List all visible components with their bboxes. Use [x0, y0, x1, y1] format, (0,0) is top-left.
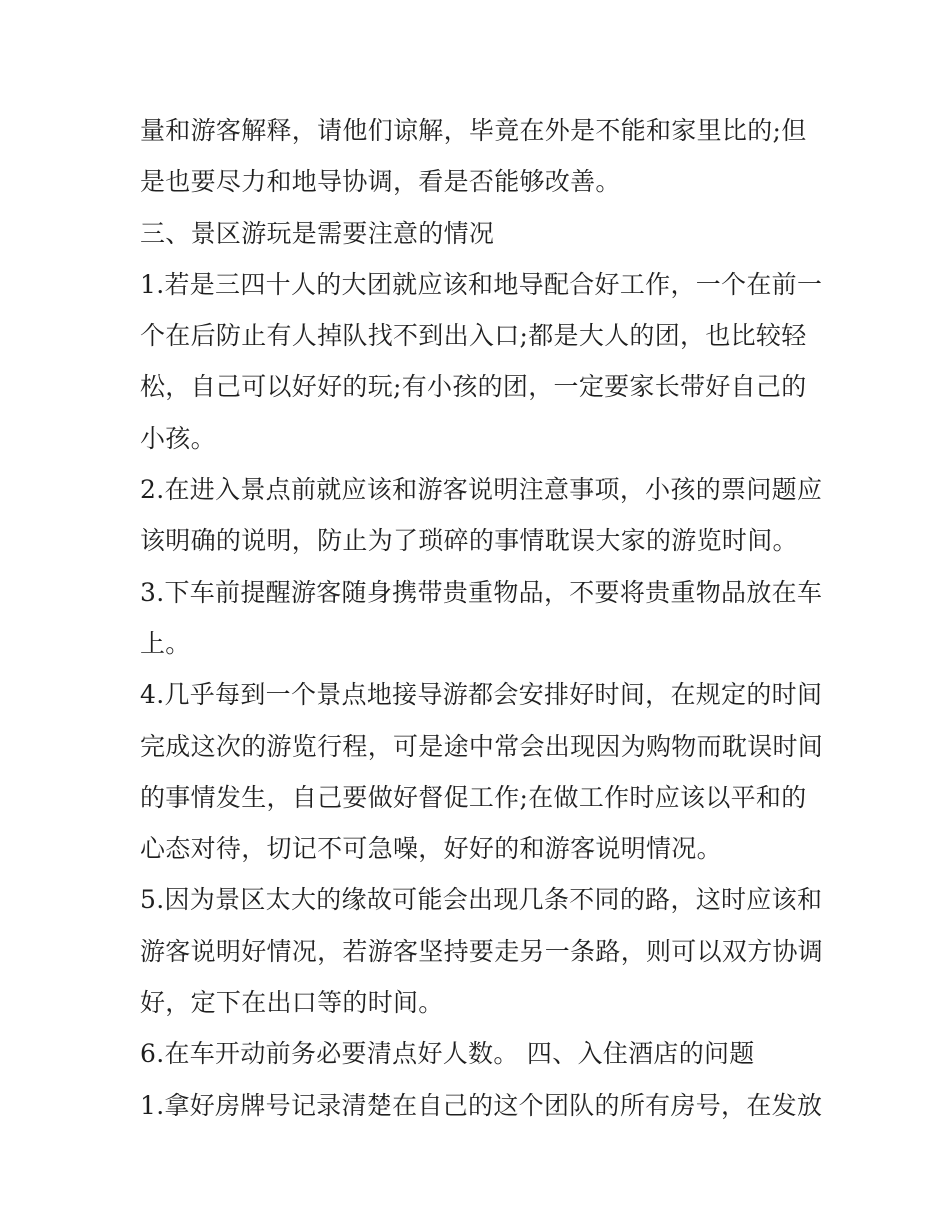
text-line: 2.在进入景点前就应该和游客说明注意事项，小孩的票问题应 — [140, 475, 823, 505]
text-line: 个在后防止有人掉队找不到出入口;都是大人的团，也比较轻 — [140, 321, 807, 351]
text-line: 完成这次的游览行程，可是途中常会出现因为购物而耽误时间 — [140, 731, 824, 761]
text-line: 该明确的说明，防止为了琐碎的事情耽误大家的游览时间。 — [140, 526, 798, 556]
text-line: 5.因为景区太大的缘故可能会出现几条不同的路，这时应该和 — [140, 885, 823, 915]
text-line: 4.几乎每到一个景点地接导游都会安排好时间，在规定的时间 — [140, 680, 823, 710]
text-line: 是也要尽力和地导协调，看是否能够改善。 — [140, 167, 621, 197]
document-body — [140, 105, 824, 1131]
text-line: 的事情发生，自己要做好督促工作;在做工作时应该以平和的 — [140, 782, 807, 812]
text-line: 量和游客解释，请他们谅解，毕竟在外是不能和家里比的;但 — [140, 116, 807, 145]
text-line: 松，自己可以好好的玩;有小孩的团，一定要家长带好自己的 — [140, 372, 807, 402]
text-line: 3.下车前提醒游客随身携带贵重物品，不要将贵重物品放在车 — [140, 577, 823, 607]
text-line: 小孩。 — [140, 423, 216, 453]
text-line: 6.在车开动前务必要清点好人数。 四、入住酒店的问题 — [140, 1039, 755, 1069]
section-heading: 三、景区游玩是需要注意的情况 — [140, 218, 495, 248]
text-line: 1.拿好房牌号记录清楚在自己的这个团队的所有房号，在发放 — [140, 1090, 823, 1120]
text-line: 好，定下在出口等的时间。 — [140, 988, 444, 1018]
text-line: 心态对待，切记不可急噪，好好的和游客说明情况。 — [140, 834, 722, 864]
text-line: 上。 — [140, 628, 191, 658]
text-line: 游客说明好情况，若游客坚持要走另一条路，则可以双方协调 — [140, 936, 824, 966]
text-line: 1.若是三四十人的大团就应该和地导配合好工作，一个在前一 — [140, 269, 823, 299]
